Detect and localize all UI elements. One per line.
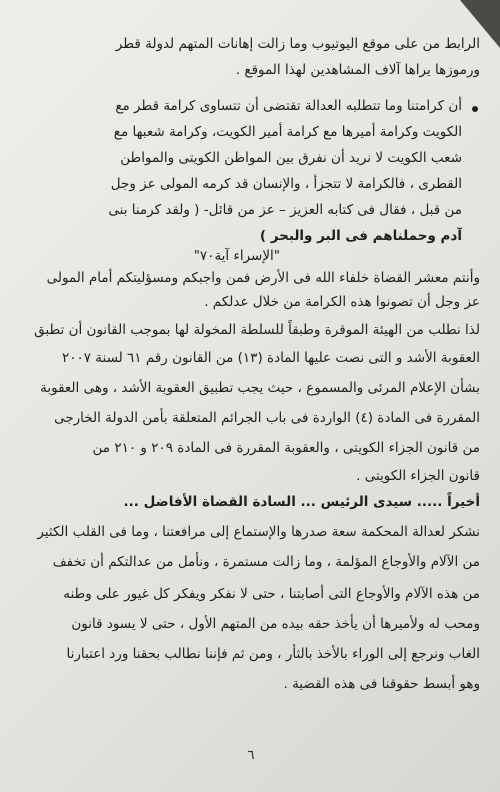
text-line-23: وهو أبسط حقوقنا فى هذه القضية . (283, 676, 480, 692)
text-line-10: عز وجل أن تصونوا هذه الكرامة من خلال عدلكم . (204, 294, 480, 310)
closing-heading: أخيراً ..... سيدى الرئيس ... السادة القضاة الأفاضل ... (123, 494, 480, 510)
text-line-18: نشكر لعدالة المحكمة سعة صدرها والإستماع إلى مرافعتنا ، وما فى القلب الكثير (37, 524, 480, 540)
text-line-14: المقررة فى المادة (٤) الواردة فى باب الجرائم المتعلقة بأمن الدولة الخارجى (54, 410, 480, 426)
text-line-13: بشأن الإعلام المرئى والمسموع ، حيث يجب تطبيق العقوبة الأشد ، وهى العقوبة (40, 380, 480, 396)
text-line-2: ورموزها يراها آلاف المشاهدين لهذا الموقع . (235, 62, 480, 78)
text-line-19: من الآلام والأوجاع المؤلمة ، وما زالت مستمرة ، ونأمل من عدالتكم أن تخفف (52, 554, 480, 570)
page-number: ٦ (247, 748, 255, 763)
text-line-16: قانون الجزاء الكويتى . (356, 468, 480, 484)
bullet-icon (472, 106, 478, 112)
text-line-7: من قبل ، فقال فى كتابه العزيز – عز من قائل- ( ولقد كرمنا بنى (108, 202, 462, 218)
text-line-20: من هذه الآلام والأوجاع التى أصابتنا ، حتى لا نفكر ويفكر كل غيور على وطنه (63, 586, 480, 602)
text-line-15: من قانون الجزاء الكويتى ، والعقوبة المقررة فى المادة ٢٠٩ و ٢١٠ من (92, 440, 480, 456)
text-line-9: وأنتم معشر القضاة خلفاء الله فى الأرض فمن واجبكم ومسؤليتكم أمام المولى (46, 270, 480, 286)
verse-reference: "الإسراء آية٧٠" (193, 248, 280, 264)
text-line-3: أن كرامتنا وما تتطلبه العدالة تقتضى أن تتساوى كرامة قطر مع (115, 98, 462, 114)
text-line-6: القطرى ، فالكرامة لا تتجزأ ، والإنسان قد كرمه المولى عز وجل (110, 176, 462, 192)
text-line-22: الغاب ونرجع إلى الوراء بالأخذ بالثأر ، ومن ثم فإننا نطالب بحقنا ورد اعتبارنا (66, 646, 480, 662)
text-line-4: الكويت وكرامة أميرها مع كرامة أمير الكويت، وكرامة شعبها مع (113, 124, 462, 140)
text-line-12: العقوبة الأشد و التى نصت عليها المادة (١٣) من القانون رقم ٦١ لسنة ٢٠٠٧ (61, 350, 480, 366)
quran-verse: آدم وحملناهم فى البر والبحر ) (259, 228, 462, 244)
text-line-1: الرابط من على موقع اليوتيوب وما زالت إهانات المتهم لدولة قطر (115, 36, 480, 52)
text-line-21: ومحب له ولأميرها أن يأخذ حقه بيده من المتهم الأول ، حتى لا يسود قانون (71, 616, 480, 632)
text-line-5: شعب الكويت لا نريد أن نفرق بين المواطن الكويتى والمواطن (120, 150, 462, 166)
text-line-11: لذا نطلب من الهيئة الموقرة وطبقاً للسلطة المخولة لها بموجب القانون أن تطبق (34, 322, 480, 338)
